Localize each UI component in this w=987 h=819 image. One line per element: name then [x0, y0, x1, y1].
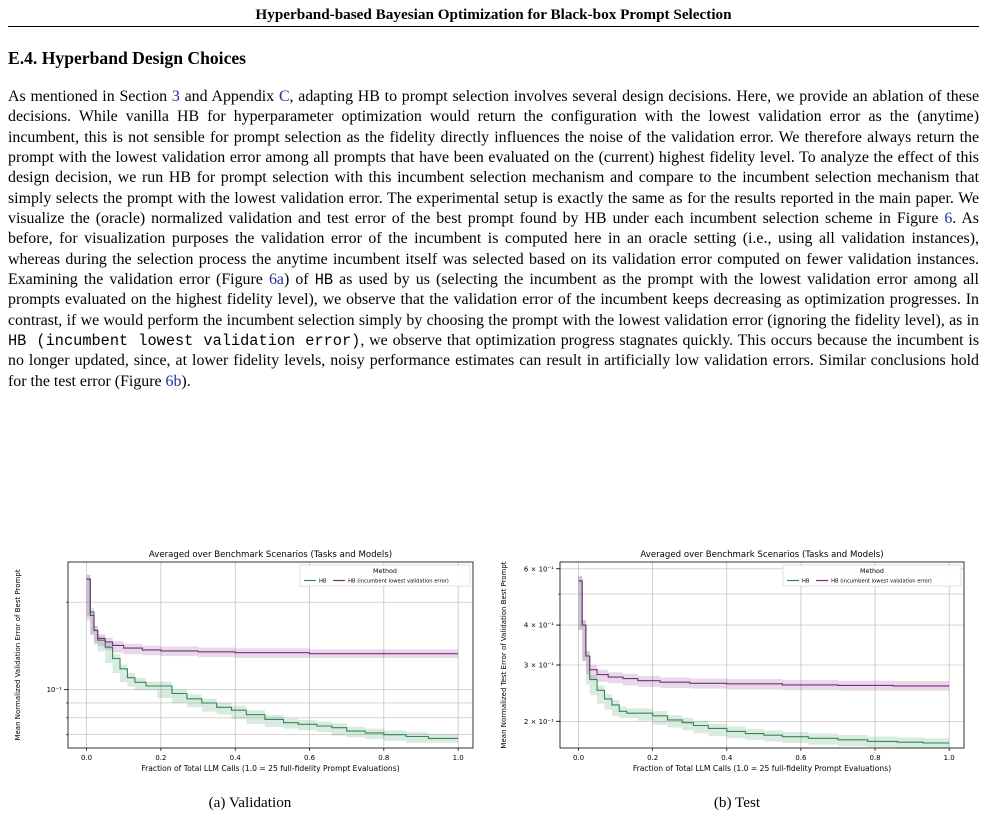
figure-ref-link[interactable]: 6 — [944, 210, 953, 228]
running-title: Hyperband-based Bayesian Optimization for Black-box Prompt Selection — [8, 5, 979, 27]
x-tick-label: 0.4 — [721, 754, 733, 762]
chart-title: Averaged over Benchmark Scenarios (Tasks and Models) — [640, 550, 884, 560]
x-tick-label: 0.0 — [572, 754, 585, 762]
y-tick-label: 4 × 10⁻¹ — [523, 621, 554, 630]
test-error-chart — [500, 542, 976, 782]
caption-test: (b) Test — [713, 794, 761, 811]
text-segment: As mentioned in Section — [8, 88, 172, 105]
series-line-hb — [579, 578, 950, 743]
legend-label: HB (incumbent lowest validation error) — [348, 578, 449, 585]
figure-6a-ref-link[interactable]: 6a — [268, 271, 284, 289]
code-hb: HB — [314, 271, 334, 290]
series-line-hb-lowest — [87, 579, 459, 654]
section-title: E.4. Hyperband Design Choices — [8, 48, 247, 68]
text-segment: as used by us (selecting the incumbent as the prompt with the lowest validation error among all prompts evaluated on the highest fidelity level), we observe that the validation error of the incumbent keeps decreasing as optimization progresses. In contrast, if we would perform the incumbent selection simply by choosing the prompt with the lowest validation error (ignoring the fidelity level), as in — [8, 271, 979, 329]
text-segment: , adapting HB to prompt selection involves several design decisions. Here, we provide an ablation of these decisions. While vanilla HB for hyperparameter optimization would return the configuration with the lowest validation error as the (anytime) incumbent, this is not sensible for prompt selection as the fidelity directly influences the noise of the validation error. We therefore always return the prompt with the lowest validation error among all prompts that have been evaluated on the (current) highest fidelity level. To analyze the effect of this design decision, we run HB for prompt selection with this incumbent selection mechanism and compare to the incumbent selection mechanism that simply selects the prompt with the lowest validation error. The experimental setup is exactly the same as for the results reported in the main paper. We visualize the (oracle) normalized validation and test error of the best prompt found by HB under each incumbent selection scheme in Figure — [8, 88, 979, 228]
x-tick-label: 0.6 — [303, 754, 316, 762]
y-axis-label: Mean Normalized Validation Error of Best Prompt — [14, 569, 22, 741]
y-tick-label: 6 × 10⁻¹ — [523, 565, 554, 574]
x-axis-label: Fraction of Total LLM Calls (1.0 = 25 full-fidelity Prompt Evaluations) — [632, 764, 892, 773]
y-tick-label: 3 × 10⁻¹ — [523, 661, 554, 670]
chart-title: Averaged over Benchmark Scenarios (Tasks and Models) — [148, 550, 393, 560]
x-tick-label: 0.8 — [869, 754, 881, 762]
legend-label: HB — [319, 578, 327, 585]
body-paragraph — [8, 87, 979, 392]
y-tick-label: 2 × 10⁻¹ — [523, 717, 554, 726]
x-tick-label: 1.0 — [943, 754, 955, 762]
text-segment: . As before, for visualization purposes the validation error of the incumbent is computed here in an oracle setting (i.e., using all validation instances), whereas during the selection process the anytime incumbent itself was selected based on its validation error computed on fewer validation instances. Examining the validation error (Figure — [8, 210, 979, 289]
plot-frame — [560, 562, 964, 748]
x-tick-label: 0.6 — [795, 754, 807, 762]
x-tick-label: 0.4 — [229, 754, 241, 762]
text-segment: , we observe that optimization progress stagnates quickly. This occurs because the incumbent is no longer updated, since, at lower fidelity levels, noisy performance estimates can result in artificially low validation errors. Similar conclusions hold for the test error (Figure — [8, 332, 980, 390]
figure-6b-ref-link[interactable]: 6b — [165, 372, 182, 390]
x-tick-label: 0.2 — [647, 754, 659, 762]
code-hb-lowest: HB (incumbent lowest validation error) — [8, 332, 361, 351]
text-segment: ) of — [283, 271, 315, 289]
legend-title: Method — [373, 567, 397, 575]
x-tick-label: 0.8 — [378, 754, 390, 762]
legend-title: Method — [860, 567, 884, 575]
series-band — [87, 575, 459, 658]
x-tick-label: 0.2 — [155, 754, 167, 762]
legend-label: HB — [802, 578, 810, 585]
series-band — [579, 576, 950, 748]
series-band — [87, 575, 459, 743]
text-segment: and Appendix — [179, 88, 279, 105]
text-segment: ). — [181, 372, 191, 390]
series-line-hb-lowest — [579, 578, 950, 686]
appendix-ref-link[interactable]: C — [278, 88, 290, 105]
caption-validation: (a) Validation — [208, 794, 292, 811]
x-tick-label: 0.0 — [81, 754, 93, 762]
series-band — [579, 576, 950, 691]
section-ref-link[interactable]: 3 — [171, 88, 180, 105]
series-line-hb — [87, 579, 459, 738]
legend-label: HB (incumbent lowest validation error) — [831, 578, 932, 585]
x-tick-label: 1.0 — [452, 754, 464, 762]
y-axis-label: Mean Normalized Test Error of Validation Best Prompt — [500, 561, 508, 749]
y-tick-label: 10⁻¹ — [46, 686, 62, 695]
x-axis-label: Fraction of Total LLM Calls (1.0 = 25 full-fidelity Prompt Evaluations) — [141, 764, 400, 773]
validation-error-chart — [10, 542, 486, 782]
